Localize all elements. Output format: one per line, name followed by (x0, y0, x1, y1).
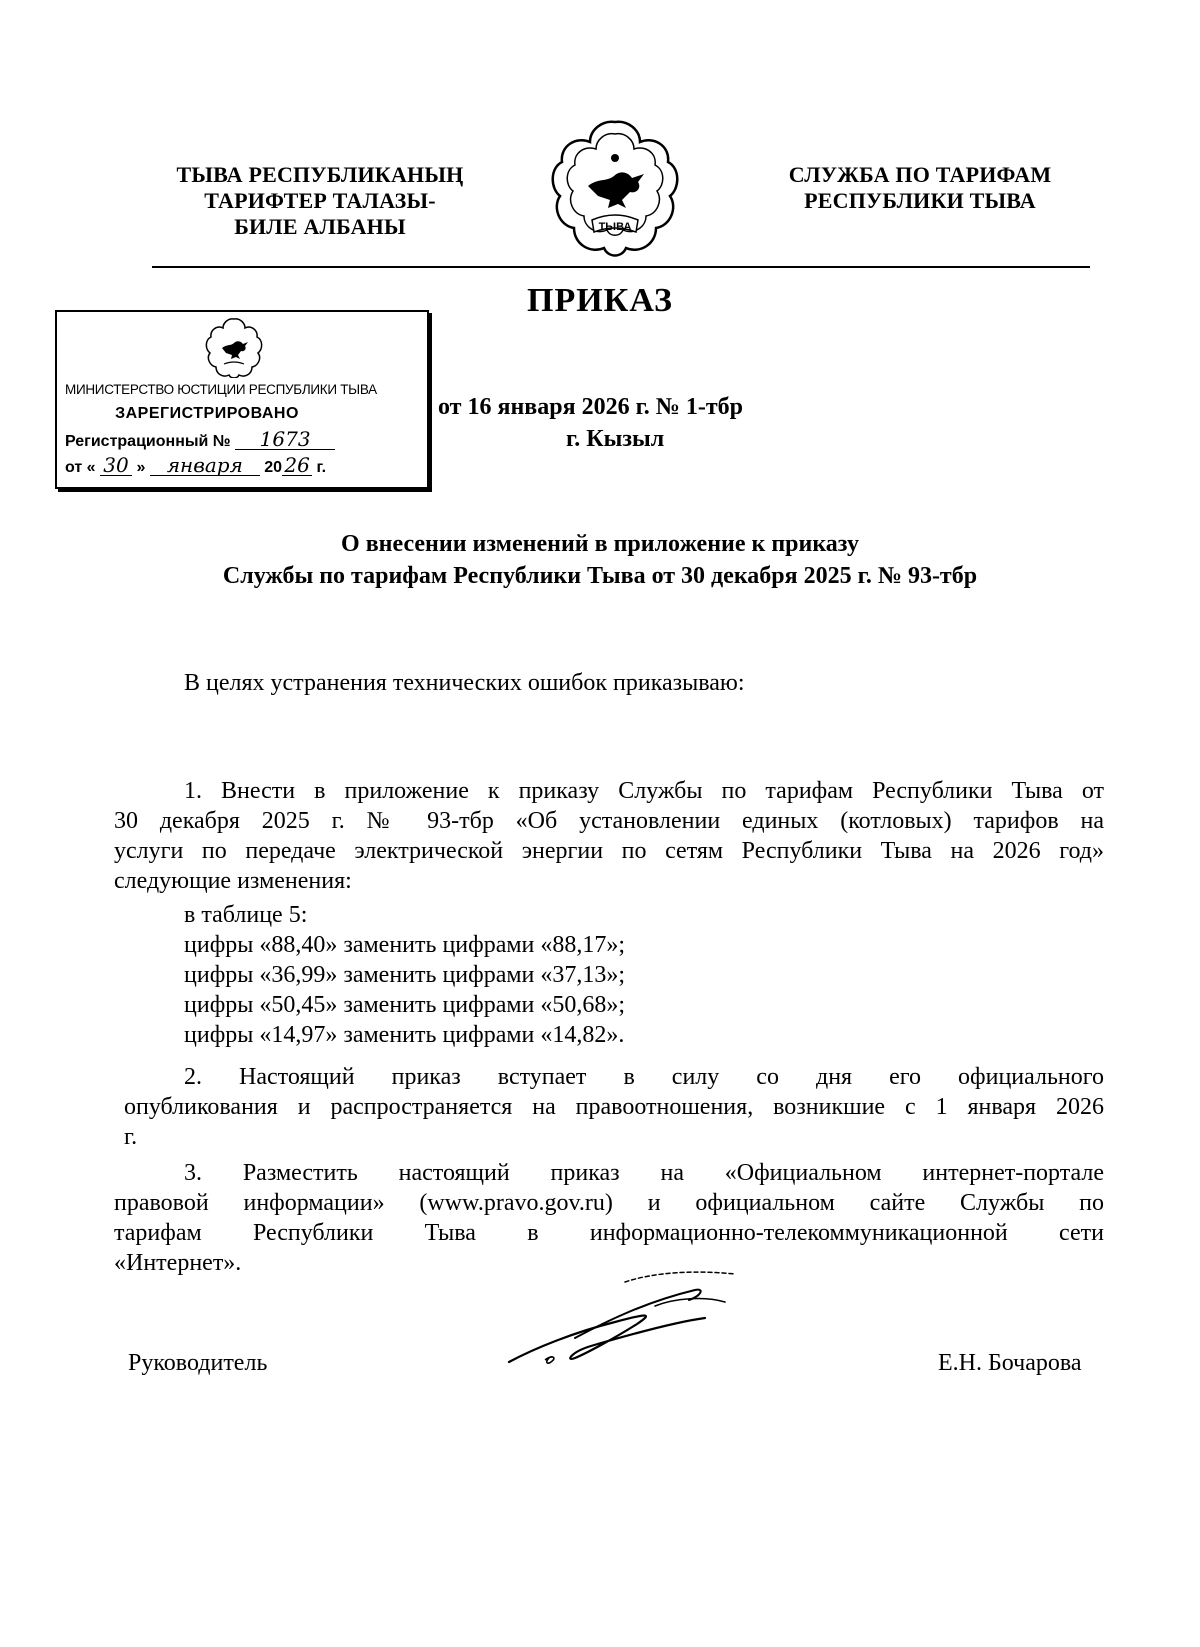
changes-list-item: цифры «36,99» заменить цифрами «37,13»; (184, 962, 626, 988)
order-item-2-line: опубликования и распространяется на правоотношения, возникшие с 1 января 2026 (124, 1094, 1104, 1120)
order-item-3-line: «Интернет». (114, 1250, 242, 1276)
stamp-date-row (65, 455, 326, 477)
stamp-date-mid: » (136, 459, 146, 476)
order-item-1-line: следующие изменения: (114, 868, 352, 894)
stamp-date-suffix: г. (316, 459, 327, 476)
header-left-title (150, 162, 490, 240)
stamp-date-day: 30 (100, 455, 132, 476)
stamp-emblem-icon (204, 316, 264, 378)
changes-list-item: в таблице 5: (184, 902, 308, 928)
stamp-registration-number-row (65, 429, 335, 451)
order-item-1-line: 30 декабря 2025 г. № 93-тбр «Об установлении единых (котловых) тарифов на (114, 808, 1104, 834)
changes-list (184, 900, 625, 1050)
order-item-3 (114, 1158, 1104, 1278)
order-subject-line: О внесении изменений в приложение к приказу (341, 531, 859, 557)
order-item-2-line: г. (124, 1124, 138, 1150)
emblem-label: ТЫВА (598, 221, 632, 233)
order-item-2-line: 2. Настоящий приказ вступает в силу со дня его официального (184, 1064, 1104, 1090)
stamp-status: ЗАРЕГИСТРИРОВАНО (115, 405, 299, 422)
order-item-3-line: тарифам Республики Тыва в информационно-телекоммуникационной сети (114, 1220, 1104, 1246)
stamp-date-prefix: от « (65, 459, 96, 476)
signatory-name: Е.Н. Бочарова (938, 1350, 1082, 1376)
order-subject (0, 528, 1200, 592)
header-right-title (770, 162, 1070, 214)
changes-list-item: цифры «50,45» заменить цифрами «50,68»; (184, 992, 626, 1018)
stamp-date-year-prefix: 20 (264, 459, 283, 476)
header-divider (152, 266, 1090, 268)
order-preamble: В целях устранения технических ошибок приказываю: (184, 670, 745, 696)
order-subject-line: Службы по тарифам Республики Тыва от 30 декабря 2025 г. № 93-тбр (222, 563, 978, 589)
order-date-number: от 16 января 2026 г. № 1-тбр (438, 394, 744, 420)
header-left-line: БИЛЕ АЛБАНЫ (234, 214, 406, 239)
header-left-line: ТАРИФТЕР ТАЛАЗЫ- (204, 188, 436, 213)
order-item-1-line: 1. Внести в приложение к приказу Службы по тарифам Республики Тыва от (184, 778, 1104, 804)
stamp-registration-label: Регистрационный № (65, 433, 231, 450)
order-item-1-line: услуги по передаче электрической энергии по сетям Республики Тыва на 2026 год» (114, 838, 1104, 864)
header-right-line: СЛУЖБА ПО ТАРИФАМ (788, 162, 1052, 187)
changes-list-item: цифры «88,40» заменить цифрами «88,17»; (184, 932, 626, 958)
stamp-date-year: 26 (282, 455, 312, 476)
header-right-line: РЕСПУБЛИКИ ТЫВА (804, 188, 1036, 213)
signatory-title: Руководитель (128, 1350, 268, 1376)
handwritten-signature-icon (505, 1262, 765, 1382)
tuva-coat-of-arms-icon (548, 116, 682, 266)
registration-stamp (55, 310, 429, 489)
header-left-line: ТЫВА РЕСПУБЛИКАНЫҢ (176, 162, 464, 187)
stamp-ministry-name: МИНИСТЕРСТВО ЮСТИЦИИ РЕСПУБЛИКИ ТЫВА (65, 382, 377, 397)
order-item-2 (124, 1062, 1104, 1152)
stamp-registration-number: 1673 (235, 429, 335, 450)
stamp-date-month: января (150, 455, 260, 476)
order-city: г. Кызыл (566, 426, 665, 452)
order-item-3-line: 3. Разместить настоящий приказ на «Официальном интернет-портале (184, 1160, 1104, 1186)
document-title: ПРИКАЗ (527, 282, 673, 319)
order-item-3-line: правовой информации» (www.pravo.gov.ru) и официальном сайте Службы по (114, 1190, 1104, 1216)
order-item-1 (114, 776, 1104, 896)
changes-list-item: цифры «14,97» заменить цифрами «14,82». (184, 1022, 625, 1048)
